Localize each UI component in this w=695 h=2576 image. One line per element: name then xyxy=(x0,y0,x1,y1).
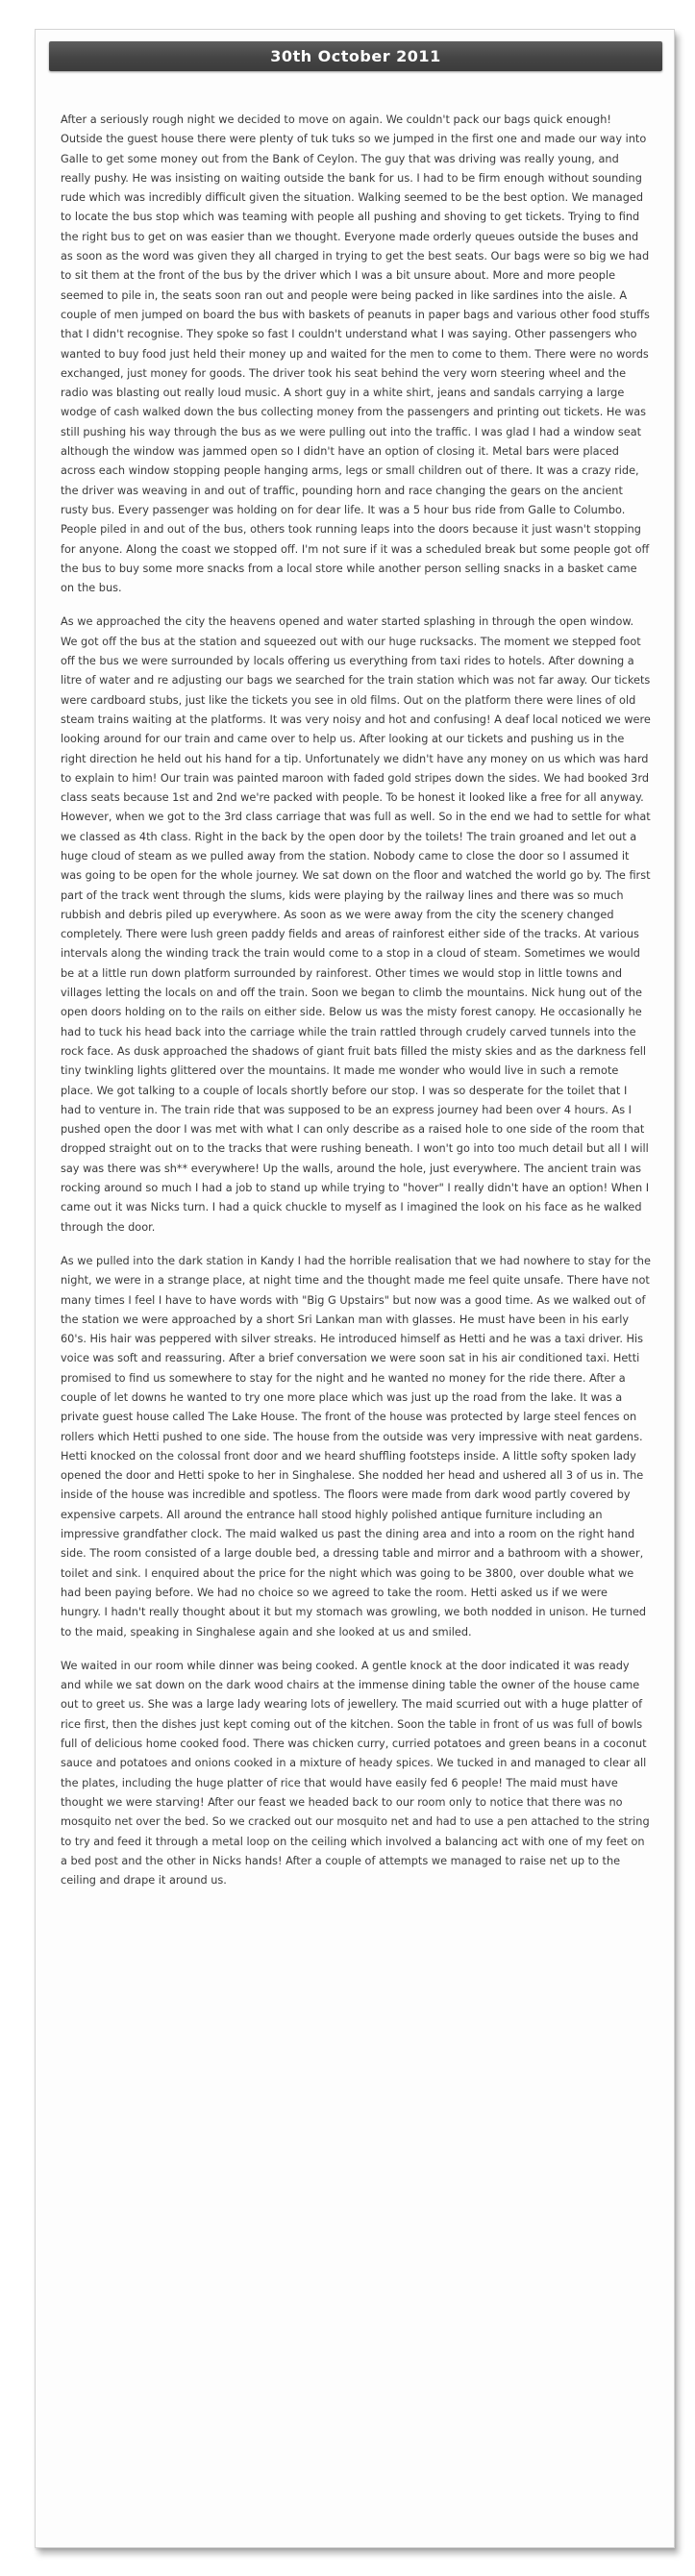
paragraph-arrival-kandy: As we pulled into the dark station in Kandy I had the horrible realisation that we had nowhere to stay for the night, we were in a strange place, at night time and the thought made me feel quite unsafe. There have not many times I feel I have to have words with "Big G Upstairs" but now was a good time. As we walked out of the station we were approached by a short Sri Lankan man with glasses. He must have been in his early 60's. His hair was peppered with silver streaks. He introduced himself as Hetti and he was a taxi driver. His voice was soft and reassuring. After a brief conversation we were soon sat in his air conditioned taxi. Hetti promised to find us somewhere to stay for the night and he wanted no money for the ride there. After a couple of let downs he wanted to try one more place which was just up the road from the lake. It was a private guest house called The Lake House. The front of the house was protected by large steel fences on rollers which Hetti pushed to one side. The house from the outside was very impressive with neat gardens. Hetti knocked on the colossal front door and we heard shuffling footsteps inside. A little softy spoken lady opened the door and Hetti spoke to her in Singhalese. She nodded her head and ushered all 3 of us in. The inside of the house was incredible and spotless. The floors were made from dark wood partly covered by expensive carpets. All around the entrance hall stood highly polished antique furniture including an impressive grandfather clock. The maid walked us past the dining area and into a room on the right hand side. The room consisted of a large double bed, a dressing table and mirror and a bathroom with a shower, toilet and sink. I enquired about the price for the night which was going to be 3800, over double what we had been paying before. We had no choice so we agreed to take the room. Hetti asked us if we were hungry. I hadn't really thought about it but my stomach was growling, we both nodded in unison. He turned to the maid, speaking in Singhalese again and she looked at us and smiled. xyxy=(61,1254,651,1638)
paragraph-bus-journey: After a seriously rough night we decided to move on again. We couldn't pack our bags quick enough! Outside the guest house there were plenty of tuk tuks so we jumped in the first one and made our way into Galle to get some money out from the Bank of Ceylon. The guy that was driving was really young, and really pushy. He was insisting on waiting outside the bank for us. I had to be firm enough without sounding rude which was incredibly difficult given the situation. Walking seemed to be the best option. We managed to locate the bus stop which was teaming with people all pushing and shoving to get tickets. Trying to find the right bus to get on was easier than we thought. Everyone made orderly queues outside the buses and as soon as the word was given they all charged in trying to get the best seats. Our bags were so big we had to sit them at the front of the bus by the driver which I was a bit unsure about. More and more people seemed to pile in, the seats soon ran out and people were being packed in like sardines into the aisle. A couple of men jumped on board the bus with baskets of peanuts in paper bags and various other food stuffs that I didn't recognise. They spoke so fast I couldn't understand what I was saying. Other passengers who wanted to buy food just held their money up and waited for the men to come to them. There were no words exchanged, just money for goods. The driver took his seat behind the very worn steering wheel and the radio was blasting out really loud music. A short guy in a white shirt, jeans and sandals carrying a large wodge of cash walked down the bus collecting money from the passengers and printing out tickets. He was still pushing his way through the bus as we were pulling out into the traffic. I was glad I had a window seat although the window was jammed open so I didn't have an option of closing it. Metal bars were placed across each window stopping people hanging arms, legs or small children out of there. It was a crazy ride, the driver was weaving in and out of traffic, pounding horn and race changing the gears on the ancient rusty bus. Every passenger was holding on for dear life. It was a 5 hour bus ride from Galle to Columbo. People piled in and out of the bus, others took running leaps into the doors because it just wasn't stopping for anyone. Along the coast we stopped off. I'm not sure if it was a scheduled break but some people got off the bus to buy some more snacks from a local store while another person selling snacks in a basket came on the bus. xyxy=(61,113,650,595)
entry-date: 30th October 2011 xyxy=(270,47,441,65)
date-banner xyxy=(49,41,662,71)
paragraph-dinner: We waited in our room while dinner was being cooked. A gentle knock at the door indicated it was ready and while we sat down on the dark wood chairs at the immense dining table the owner of the house came out to greet us. She was a large lady wearing lots of jewellery. The maid scurried out with a huge platter of rice first, then the dishes just kept coming out of the kitchen. Soon the table in front of us was full of bowls full of delicious home cooked food. There was chicken curry, curried potatoes and green beans in a coconut sauce and potatoes and onions cooked in a mixture of heady spices. We tucked in and managed to clear all the plates, including the huge platter of rice that would have easily fed 6 people! The maid must have thought we were starving! After our feast we headed back to our room only to notice that there was no mosquito net over the bed. So we cracked out our mosquito net and had to use a pen attached to the string to try and feed it through a metal loop on the ceiling which involved a balancing act with one of my feet on a bed post and the other in Nicks hands! After a couple of attempts we managed to raise net up to the ceiling and drape it around us. xyxy=(61,1659,650,1888)
journal-page xyxy=(35,29,675,2548)
entry-body xyxy=(61,111,651,1905)
paragraph-train-journey: As we approached the city the heavens opened and water started splashing in through the open window. We got off the bus at the station and squeezed out with our huge rucksacks. The moment we stepped foot off the bus we were surrounded by locals offering us everything from taxi rides to hotels. After downing a litre of water and re adjusting our bags we searched for the train station which was not far away. Our tickets were cardboard stubs, just like the tickets you see in old films. Out on the platform there were lines of old steam trains waiting at the platforms. It was very noisy and hot and confusing! A deaf local noticed we were looking around for our train and came over to help us. After looking at our tickets and pushing us in the right direction he held out his hand for a tip. Unfortunately we didn't have any money on us which was hard to explain to him! Our train was painted maroon with faded gold stripes down the sides. We had booked 3rd class seats because 1st and 2nd we're packed with people. To be honest it looked like a free for all anyway. However, when we got to the 3rd class carriage that was full as well. So in the end we had to settle for what we classed as 4th class. Right in the back by the open door by the toilets! The train groaned and let out a huge cloud of steam as we pulled away from the station. Nobody came to close the door so I assumed it was going to be open for the whole journey. We sat down on the floor and watched the world go by. The first part of the track went through the slums, kids were playing by the railway lines and there was so much rubbish and debris piled up everywhere. As soon as we were away from the city the scenery changed completely. There were lush green paddy fields and areas of rainforest either side of the tracks. At various intervals along the winding track the train would come to a stop in a cloud of steam. Sometimes we would be at a little run down platform surrounded by rainforest. Other times we would stop in little towns and villages letting the locals on and off the train. Soon we began to climb the mountains. Nick hung out of the open doors holding on to the rails on either side. Below us was the misty forest canopy. He occasionally he had to tuck his head back into the carriage while the train rattled through crudely carved tunnels into the rock face. As dusk approached the shadows of giant fruit bats filled the misty skies and as the darkness fell tiny twinkling lights glittered over the mountains. It made me wonder who would live in such a remote place. We got talking to a couple of locals shortly before our stop. I was so desperate for the toilet that I had to venture in. The train ride that was supposed to be an express journey had been over 4 hours. As I pushed open the door I was met with what I can only describe as a raised hole to one side of the room that dropped straight out on to the tracks that were rushing beneath. I won't go into too much detail but all I will say was there was sh** everywhere! Up the walls, around the hole, just everywhere. The ancient train was rocking around so much I had a job to stand up while trying to "hover" I really didn't have an option! When I came out it was Nicks turn. I had a quick chuckle to myself as I imagined the look on his face as he walked through the door. xyxy=(61,615,651,1234)
